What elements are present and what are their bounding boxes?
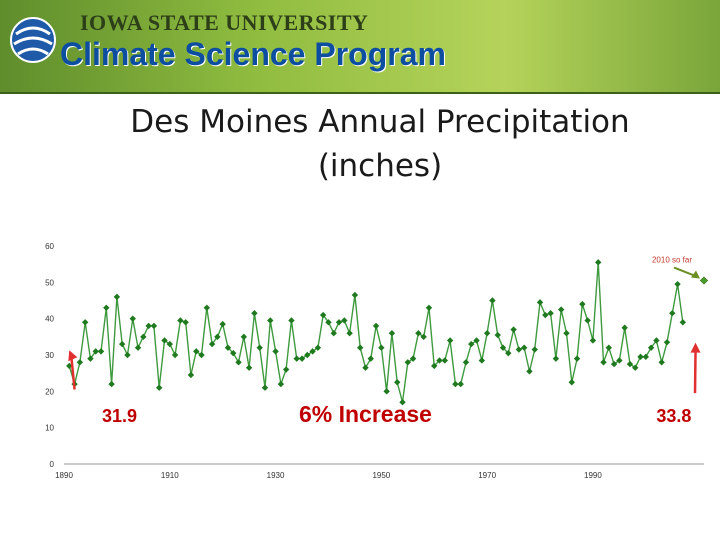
- right-arrow-head: [691, 343, 701, 353]
- data-point: [547, 310, 553, 316]
- university-name: IOWA STATE UNIVERSITY: [80, 10, 369, 35]
- data-point: [283, 366, 289, 372]
- y-tick-label: 30: [45, 351, 54, 360]
- data-point: [103, 305, 109, 311]
- data-point: [124, 352, 130, 358]
- data-point: [368, 355, 374, 361]
- data-point: [457, 381, 463, 387]
- data-point: [341, 317, 347, 323]
- data-point: [378, 345, 384, 351]
- data-point: [489, 297, 495, 303]
- right-arrow-shaft: [695, 351, 696, 394]
- data-point: [357, 345, 363, 351]
- data-point: [331, 330, 337, 336]
- data-point: [114, 294, 120, 300]
- data-point: [526, 368, 532, 374]
- data-point: [156, 385, 162, 391]
- data-point: [188, 372, 194, 378]
- x-tick-label: 1970: [478, 471, 497, 480]
- chart-series: [66, 259, 708, 405]
- data-point: [674, 281, 680, 287]
- data-point: [119, 341, 125, 347]
- data-point: [151, 323, 157, 329]
- data-point: [272, 348, 278, 354]
- left-arrow-shaft: [71, 356, 74, 389]
- program-name: Climate Science Program: [60, 36, 446, 72]
- data-point: [383, 388, 389, 394]
- data-point: [182, 319, 188, 325]
- y-tick-label: 50: [45, 278, 54, 288]
- data-point: [394, 379, 400, 385]
- data-point: [257, 345, 263, 351]
- data-point: [510, 326, 516, 332]
- data-point: [130, 315, 136, 321]
- data-point: [177, 317, 183, 323]
- data-point: [563, 330, 569, 336]
- data-point: [537, 299, 543, 305]
- data-point: [584, 317, 590, 323]
- data-point: [77, 359, 83, 365]
- data-point: [219, 321, 225, 327]
- data-point: [569, 379, 575, 385]
- data-point: [643, 354, 649, 360]
- slide-title-line1: Des Moines Annual Precipitation: [130, 104, 630, 140]
- x-tick-label: 1990: [584, 471, 602, 480]
- data-point: [680, 319, 686, 325]
- data-point: [595, 259, 601, 265]
- data-point: [579, 301, 585, 307]
- data-point: [606, 345, 612, 351]
- data-point: [664, 339, 670, 345]
- data-point: [590, 337, 596, 343]
- series-line: [69, 262, 683, 402]
- data-point: [553, 355, 559, 361]
- data-point: [479, 357, 485, 363]
- data-point: [542, 312, 548, 318]
- data-point: [658, 359, 664, 365]
- data-point: [336, 319, 342, 325]
- y-tick-label: 10: [45, 423, 54, 433]
- x-tick-label: 1950: [372, 471, 391, 480]
- data-point: [204, 305, 210, 311]
- data-point: [262, 385, 268, 391]
- data-point: [558, 306, 564, 312]
- data-point: [426, 305, 432, 311]
- data-point: [288, 317, 294, 323]
- header-banner: [0, 0, 720, 94]
- y-tick-label: 0: [49, 460, 54, 469]
- data-point: [669, 310, 675, 316]
- left-average-label: 31.9: [102, 406, 138, 427]
- slide-title-line2: (inches): [317, 148, 443, 184]
- data-point: [235, 359, 241, 365]
- data-point: [98, 348, 104, 354]
- data-point: [82, 319, 88, 325]
- data-point: [463, 359, 469, 365]
- data-point: [362, 365, 368, 371]
- data-point: [521, 345, 527, 351]
- data-point: [135, 345, 141, 351]
- globe-logo-icon: [8, 4, 58, 74]
- data-point: [600, 359, 606, 365]
- data-point: [108, 381, 114, 387]
- slide-title: [60, 100, 700, 188]
- data-point: [574, 355, 580, 361]
- x-tick-label: 1930: [266, 471, 285, 480]
- data-point: [251, 310, 257, 316]
- y-tick-label: 40: [45, 314, 54, 324]
- data-point: [346, 330, 352, 336]
- x-tick-label: 1910: [160, 471, 179, 480]
- data-point: [373, 323, 379, 329]
- x-tick-label: 1890: [55, 471, 73, 480]
- right-average-label: 33.8: [656, 406, 692, 427]
- data-point: [442, 357, 448, 363]
- y-tick-label: 20: [45, 387, 54, 397]
- data-point: [140, 334, 146, 340]
- data-point: [484, 330, 490, 336]
- data-point: [278, 381, 284, 387]
- data-point: [495, 332, 501, 338]
- data-point: [389, 330, 395, 336]
- data-point: [532, 346, 538, 352]
- y-tick-label: 60: [45, 242, 54, 251]
- data-point: [516, 346, 522, 352]
- data-point: [172, 352, 178, 358]
- data-point: [241, 334, 247, 340]
- increase-label: 6% Increase: [298, 401, 432, 428]
- extra-data-point: [700, 277, 707, 284]
- data-point: [246, 365, 252, 371]
- so-far-label: 2010 so far: [651, 255, 692, 265]
- data-point: [267, 317, 273, 323]
- precipitation-chart: [0, 230, 720, 490]
- data-point: [447, 337, 453, 343]
- data-point: [621, 325, 627, 331]
- data-point: [352, 292, 358, 298]
